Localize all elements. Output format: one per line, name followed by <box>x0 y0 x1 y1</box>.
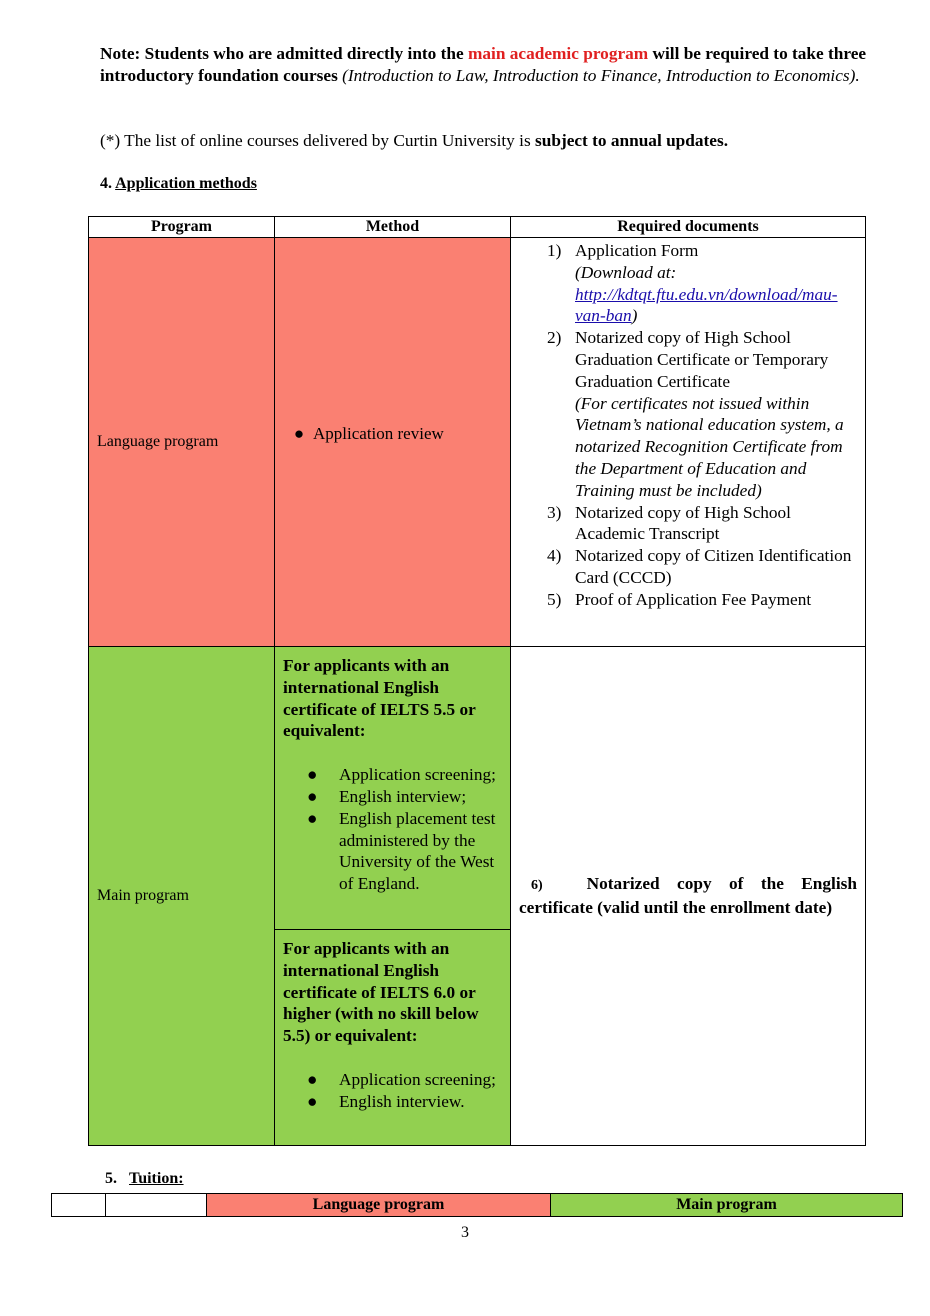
tuition-table <box>51 1193 903 1217</box>
main-method-ielts55 <box>275 647 511 930</box>
list-item: 1) Application Form (Download at: http://kdtqt.ftu.edu.vn/download/mau-van-ban) <box>547 241 838 326</box>
list-item: ● Application screening; <box>307 765 496 785</box>
language-documents-cell <box>511 238 866 647</box>
doc-2-note: (For certificates not issued within Vietnam’s national education system, a notarized Recognition Certificate from the Department of Education and Training must be included) <box>575 393 844 500</box>
note-highlight: main academic program <box>468 44 649 63</box>
tuition-empty-cell <box>106 1194 207 1217</box>
ielts60-list <box>283 1069 502 1113</box>
section-5-number: 5. <box>105 1170 117 1187</box>
language-program-label: Language program <box>89 238 275 647</box>
tuition-header-row <box>52 1194 903 1217</box>
online-emphasis: subject to annual updates. <box>535 131 729 150</box>
doc-2-text: Notarized copy of High School Graduation Certificate or Temporary Graduation Certificate <box>575 328 829 391</box>
bullet-icon: ● <box>307 1091 318 1111</box>
main-documents-cell <box>511 647 866 1146</box>
note-courses: (Introduction to Law, Introduction to Finance, Introduction to Economics). <box>342 66 860 85</box>
ielts55-list <box>283 764 502 895</box>
language-program-row <box>89 238 866 647</box>
list-item: 3) Notarized copy of High School Academic Transcript <box>547 502 857 546</box>
list-item: 2) Notarized copy of High School Graduation Certificate or Temporary Graduation Certificate (For certificates not issued within Vietnam’s national education system, a notarized Recognition Certificate from the Department of Education and Training must be included) <box>547 328 844 500</box>
list-item: ● Application screening; <box>307 1069 496 1089</box>
list-item: 5) Proof of Application Fee Payment <box>547 589 857 611</box>
online-text: (*) The list of online courses delivered by Curtin University is <box>100 131 535 150</box>
section-4-number: 4. <box>100 175 116 192</box>
note-text-1: Note: Students who are admitted directly into the <box>100 44 469 63</box>
header-required-documents: Required documents <box>511 217 866 238</box>
online-courses-note <box>100 130 880 152</box>
language-method: Application review <box>313 424 444 443</box>
note-text-2: will be required to take three introductory foundation courses <box>100 44 867 85</box>
language-method-cell <box>275 238 511 647</box>
section-4-heading <box>100 175 257 193</box>
page-number: 3 <box>461 1224 469 1241</box>
tuition-main-header: Main program <box>551 1194 903 1217</box>
doc-4-text: Notarized copy of Citizen Identification Card (CCCD) <box>575 546 852 587</box>
doc-1-text: Application Form <box>575 241 699 260</box>
tuition-empty-cell <box>52 1194 106 1217</box>
list-item: ● English placement test administered by the University of the West of England. <box>307 808 496 894</box>
main-method-ielts60 <box>275 930 511 1146</box>
main-program-label: Main program <box>89 647 275 1146</box>
table-header-row <box>89 217 866 238</box>
doc-6-number: 6) <box>531 878 543 894</box>
bullet-icon: ● <box>307 765 318 785</box>
section-4-title: Application methods <box>115 175 257 192</box>
admission-note <box>100 43 870 87</box>
ielts55-heading: For applicants with an international English certificate of IELTS 5.5 or equivalent: <box>283 656 476 741</box>
section-5-title: Tuition: <box>129 1170 184 1187</box>
ielts60-heading: For applicants with an international English certificate of IELTS 6.0 or higher (with no skill below 5.5) or equivalent: <box>283 939 479 1046</box>
download-link[interactable]: http://kdtqt.ftu.edu.vn/download/mau-van-ban <box>575 284 838 326</box>
bullet-icon: ● <box>307 808 318 828</box>
section-5-heading <box>105 1170 184 1188</box>
main-program-row-1 <box>89 647 866 930</box>
bullet-icon: ● <box>307 1069 318 1089</box>
doc-6-text: Notarized copy of the English certificate (valid until the enrollment date) <box>519 874 857 917</box>
list-item: ● English interview; <box>307 786 467 806</box>
list-item: ● English interview. <box>307 1091 465 1111</box>
list-item: 4) Notarized copy of Citizen Identification Card (CCCD) <box>547 545 857 589</box>
application-methods-table <box>88 216 866 1146</box>
list-item <box>285 424 510 444</box>
tuition-language-header: Language program <box>207 1194 551 1217</box>
bullet-icon: ● <box>307 786 318 806</box>
header-program: Program <box>89 217 275 238</box>
bullet-icon: ● <box>293 424 305 443</box>
doc-5-text: Proof of Application Fee Payment <box>575 589 812 609</box>
header-method: Method <box>275 217 511 238</box>
doc-3-text: Notarized copy of High School Academic Transcript <box>575 502 791 544</box>
language-documents-list <box>547 240 857 611</box>
